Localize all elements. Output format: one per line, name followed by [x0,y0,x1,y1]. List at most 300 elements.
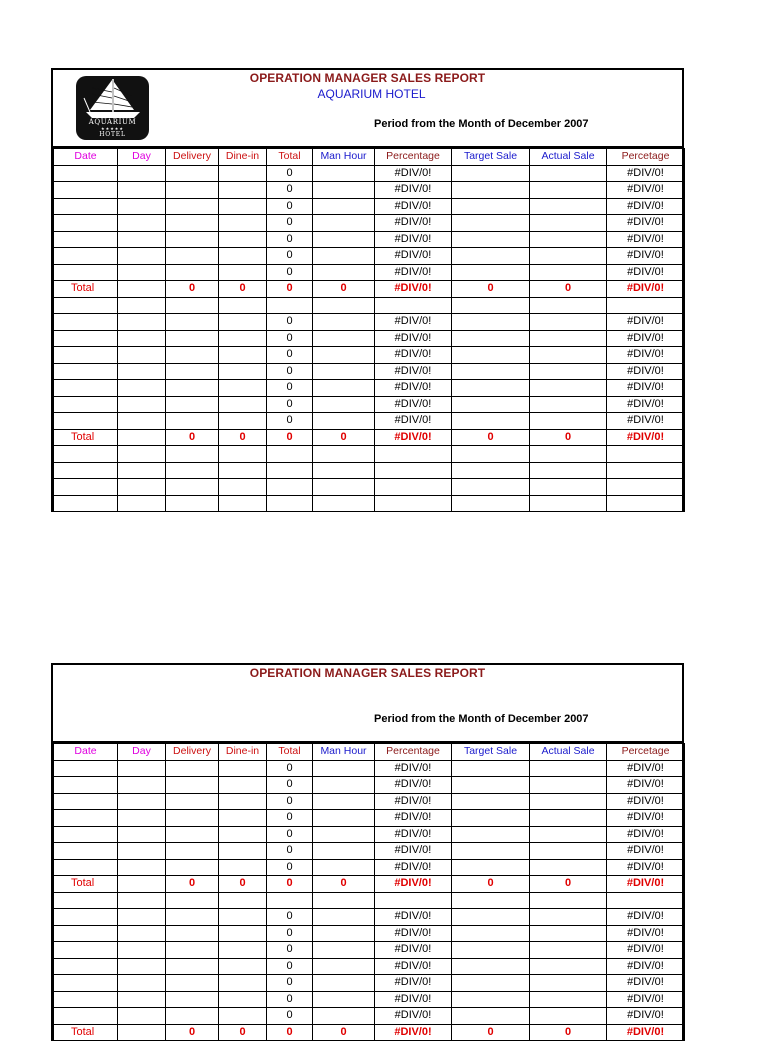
table-cell [118,248,166,265]
table-cell [313,314,375,331]
table-cell [313,495,375,512]
table-cell: 0 [267,347,313,364]
table-cell: #DIV/0! [607,826,685,843]
table-cell: #DIV/0! [607,925,685,942]
table-cell: 0 [267,380,313,397]
table-cell [54,347,118,364]
table-cell [607,892,685,909]
table-cell [219,810,267,827]
sales-table [53,743,685,1041]
table-cell [118,314,166,331]
table-cell: 0 [267,182,313,199]
table-cell: #DIV/0! [375,925,452,942]
table-cell [375,462,452,479]
table-cell [375,892,452,909]
table-cell: 0 [267,363,313,380]
table-cell [166,760,219,777]
table-cell: 0 [267,826,313,843]
table-cell [607,446,685,463]
total-cell: 0 [313,281,375,298]
table-cell [54,215,118,232]
table-cell [118,777,166,794]
table-cell [313,330,375,347]
table-cell [530,396,607,413]
table-cell: 0 [267,231,313,248]
table-row [54,182,685,199]
column-header: Percetage [607,149,685,166]
table-cell: #DIV/0! [607,314,685,331]
table-cell [166,314,219,331]
column-header: Target Sale [452,744,530,761]
column-header-row [54,149,685,166]
table-cell [219,165,267,182]
table-cell [452,975,530,992]
total-cell: 0 [166,429,219,446]
table-cell: #DIV/0! [375,793,452,810]
empty-row [54,297,685,314]
table-cell [54,909,118,926]
table-cell [54,777,118,794]
table-cell [54,925,118,942]
table-cell [166,843,219,860]
table-cell [452,462,530,479]
table-cell [219,760,267,777]
total-cell [118,1024,166,1041]
table-cell [452,909,530,926]
table-cell [166,810,219,827]
table-cell [530,297,607,314]
table-cell [54,198,118,215]
table-cell [166,446,219,463]
table-cell [452,810,530,827]
table-cell: #DIV/0! [375,248,452,265]
table-cell [54,380,118,397]
total-label: Total [54,281,118,298]
table-cell: #DIV/0! [607,330,685,347]
table-cell [166,380,219,397]
table-cell [375,495,452,512]
table-row [54,925,685,942]
table-cell [219,182,267,199]
table-row [54,760,685,777]
table-row [54,198,685,215]
table-cell [452,215,530,232]
table-row [54,396,685,413]
total-cell: 0 [313,1024,375,1041]
total-row [54,1024,685,1041]
table-cell [166,347,219,364]
table-cell [219,347,267,364]
table-cell [166,909,219,926]
table-cell [313,843,375,860]
logo-sub: HOTEL [99,131,126,138]
table-cell [118,479,166,496]
report-title: OPERATION MANAGER SALES REPORT [249,71,486,85]
table-row [54,264,685,281]
table-cell [607,479,685,496]
table-cell [219,479,267,496]
table-cell: #DIV/0! [375,215,452,232]
column-header: Percentage [375,744,452,761]
table-cell [166,975,219,992]
table-cell [267,892,313,909]
table-cell [452,843,530,860]
report-period: Period from the Month of December 2007 [374,713,589,725]
table-cell [219,793,267,810]
table-cell [118,446,166,463]
table-cell [313,826,375,843]
column-header: Date [54,744,118,761]
column-header-row [54,744,685,761]
table-cell [530,793,607,810]
table-cell [166,363,219,380]
table-cell [166,297,219,314]
table-cell: #DIV/0! [375,843,452,860]
total-row [54,281,685,298]
table-cell [530,462,607,479]
table-cell [219,314,267,331]
table-cell [313,942,375,959]
table-cell [219,198,267,215]
table-cell: #DIV/0! [375,396,452,413]
total-cell [118,876,166,893]
table-cell: #DIV/0! [375,413,452,430]
table-cell [166,1008,219,1025]
table-cell [166,826,219,843]
table-cell [530,777,607,794]
table-cell: #DIV/0! [607,958,685,975]
empty-row [54,495,685,512]
table-cell: #DIV/0! [375,165,452,182]
table-cell [166,198,219,215]
table-cell [166,462,219,479]
table-row [54,314,685,331]
table-cell [313,198,375,215]
table-cell [219,1008,267,1025]
table-cell: #DIV/0! [375,909,452,926]
table-cell: #DIV/0! [375,826,452,843]
table-cell: #DIV/0! [607,991,685,1008]
table-row [54,1008,685,1025]
empty-row [54,462,685,479]
table-cell [219,495,267,512]
table-cell: #DIV/0! [607,165,685,182]
table-cell [313,777,375,794]
table-cell [166,182,219,199]
table-cell [166,942,219,959]
table-cell [452,859,530,876]
table-cell [530,843,607,860]
table-cell [452,793,530,810]
table-cell [118,793,166,810]
table-cell [313,248,375,265]
total-cell: #DIV/0! [607,876,685,893]
table-cell [313,793,375,810]
column-header: Actual Sale [530,744,607,761]
table-cell [118,396,166,413]
table-row [54,958,685,975]
table-row [54,859,685,876]
table-cell: #DIV/0! [375,1008,452,1025]
table-cell [219,462,267,479]
table-cell [54,264,118,281]
table-cell [452,1008,530,1025]
table-cell [530,264,607,281]
total-cell: 0 [530,281,607,298]
table-cell [166,396,219,413]
table-cell [118,495,166,512]
table-cell: 0 [267,413,313,430]
table-row [54,991,685,1008]
table-cell [313,760,375,777]
table-cell [375,479,452,496]
table-row [54,347,685,364]
table-cell: #DIV/0! [607,1008,685,1025]
table-cell: #DIV/0! [607,380,685,397]
table-cell [118,231,166,248]
table-cell: 0 [267,314,313,331]
table-cell [452,396,530,413]
total-label: Total [54,1024,118,1041]
table-cell: #DIV/0! [607,396,685,413]
table-cell [313,380,375,397]
table-cell: 0 [267,777,313,794]
total-cell: 0 [313,876,375,893]
hotel-name: AQUARIUM HOTEL [317,87,426,101]
table-cell: #DIV/0! [607,793,685,810]
table-cell [219,942,267,959]
table-cell [530,347,607,364]
table-cell: 0 [267,396,313,413]
table-cell [313,446,375,463]
table-cell [118,264,166,281]
table-cell [118,892,166,909]
table-row [54,909,685,926]
table-row [54,975,685,992]
table-cell: #DIV/0! [375,942,452,959]
table-cell: #DIV/0! [607,182,685,199]
table-cell [118,909,166,926]
table-cell [219,975,267,992]
table-cell: #DIV/0! [375,859,452,876]
table-cell [54,182,118,199]
total-cell: 0 [219,281,267,298]
table-cell [118,215,166,232]
table-cell: #DIV/0! [375,777,452,794]
table-cell [452,925,530,942]
table-cell [452,413,530,430]
table-cell [452,760,530,777]
table-cell [452,248,530,265]
table-cell [219,380,267,397]
table-row [54,380,685,397]
column-header: Target Sale [452,149,530,166]
table-cell: 0 [267,810,313,827]
table-cell [118,1008,166,1025]
table-cell: #DIV/0! [607,810,685,827]
table-cell [118,330,166,347]
total-label: Total [54,429,118,446]
table-cell [313,925,375,942]
table-cell: #DIV/0! [375,958,452,975]
table-cell [118,925,166,942]
table-cell: #DIV/0! [607,859,685,876]
table-cell [530,215,607,232]
table-cell [219,231,267,248]
table-cell: #DIV/0! [375,330,452,347]
logo-stars: ★★★★★ [101,126,124,131]
table-cell: #DIV/0! [607,975,685,992]
table-cell [313,991,375,1008]
sales-report-2 [51,663,684,1041]
table-cell: #DIV/0! [607,777,685,794]
table-cell [219,413,267,430]
table-cell [313,264,375,281]
table-cell [54,165,118,182]
table-row [54,413,685,430]
table-cell [530,380,607,397]
table-cell [530,182,607,199]
column-header: Percetage [607,744,685,761]
table-cell: 0 [267,991,313,1008]
report-header [53,70,682,148]
table-cell: 0 [267,248,313,265]
table-cell [313,231,375,248]
empty-row [54,892,685,909]
table-row [54,248,685,265]
column-header: Percentage [375,149,452,166]
table-cell [54,363,118,380]
table-cell: 0 [267,859,313,876]
table-cell [313,297,375,314]
table-cell [452,314,530,331]
table-cell [166,264,219,281]
table-cell [452,198,530,215]
table-cell [452,363,530,380]
table-cell [452,479,530,496]
table-cell [452,991,530,1008]
column-header: Delivery [166,149,219,166]
table-cell [54,1008,118,1025]
total-cell: 0 [166,281,219,298]
table-cell [54,396,118,413]
table-cell [267,446,313,463]
table-cell [166,925,219,942]
table-cell [530,859,607,876]
table-cell [530,760,607,777]
table-cell [54,826,118,843]
column-header: Day [118,744,166,761]
table-cell [118,347,166,364]
total-cell: 0 [530,429,607,446]
table-cell: 0 [267,198,313,215]
table-cell: #DIV/0! [375,264,452,281]
table-cell [530,991,607,1008]
table-cell [219,215,267,232]
table-cell: 0 [267,843,313,860]
table-cell [54,892,118,909]
total-cell: 0 [219,1024,267,1041]
logo-name: AQUARIUM [88,118,137,126]
table-cell [54,479,118,496]
total-row [54,429,685,446]
table-cell [54,760,118,777]
table-row [54,826,685,843]
table-cell [118,165,166,182]
table-cell [530,165,607,182]
table-cell: 0 [267,1008,313,1025]
table-cell [267,495,313,512]
table-cell [313,892,375,909]
table-cell [530,810,607,827]
table-cell: #DIV/0! [375,347,452,364]
table-cell: #DIV/0! [375,380,452,397]
report-title: OPERATION MANAGER SALES REPORT [249,666,486,680]
total-cell: 0 [313,429,375,446]
table-cell [166,248,219,265]
table-cell: #DIV/0! [375,363,452,380]
table-cell [452,380,530,397]
table-cell [166,495,219,512]
table-cell [607,462,685,479]
table-cell [530,314,607,331]
total-cell: #DIV/0! [607,429,685,446]
table-cell: 0 [267,215,313,232]
total-cell: 0 [219,429,267,446]
table-cell [118,826,166,843]
table-cell [118,297,166,314]
table-cell [530,892,607,909]
total-cell: #DIV/0! [375,1024,452,1041]
table-cell [313,165,375,182]
table-cell [313,479,375,496]
table-cell [452,958,530,975]
total-cell: #DIV/0! [607,281,685,298]
total-cell: #DIV/0! [375,876,452,893]
table-cell [166,958,219,975]
table-row [54,843,685,860]
table-cell [118,843,166,860]
table-cell [219,446,267,463]
table-cell [54,330,118,347]
table-cell [166,165,219,182]
table-cell: #DIV/0! [607,413,685,430]
sales-report-1 [51,68,684,512]
table-cell [166,793,219,810]
table-cell [54,958,118,975]
table-cell: 0 [267,165,313,182]
table-cell [166,777,219,794]
table-cell [118,958,166,975]
table-cell [166,892,219,909]
table-cell [530,495,607,512]
table-cell [452,182,530,199]
table-row [54,215,685,232]
total-cell: 0 [267,429,313,446]
table-cell [118,760,166,777]
table-cell [219,991,267,1008]
total-cell: 0 [166,876,219,893]
table-cell [54,446,118,463]
table-cell: #DIV/0! [607,215,685,232]
table-cell [54,462,118,479]
column-header: Day [118,149,166,166]
column-header: Dine-in [219,149,267,166]
table-cell: #DIV/0! [607,843,685,860]
table-cell: 0 [267,264,313,281]
table-cell [452,826,530,843]
table-cell [530,413,607,430]
